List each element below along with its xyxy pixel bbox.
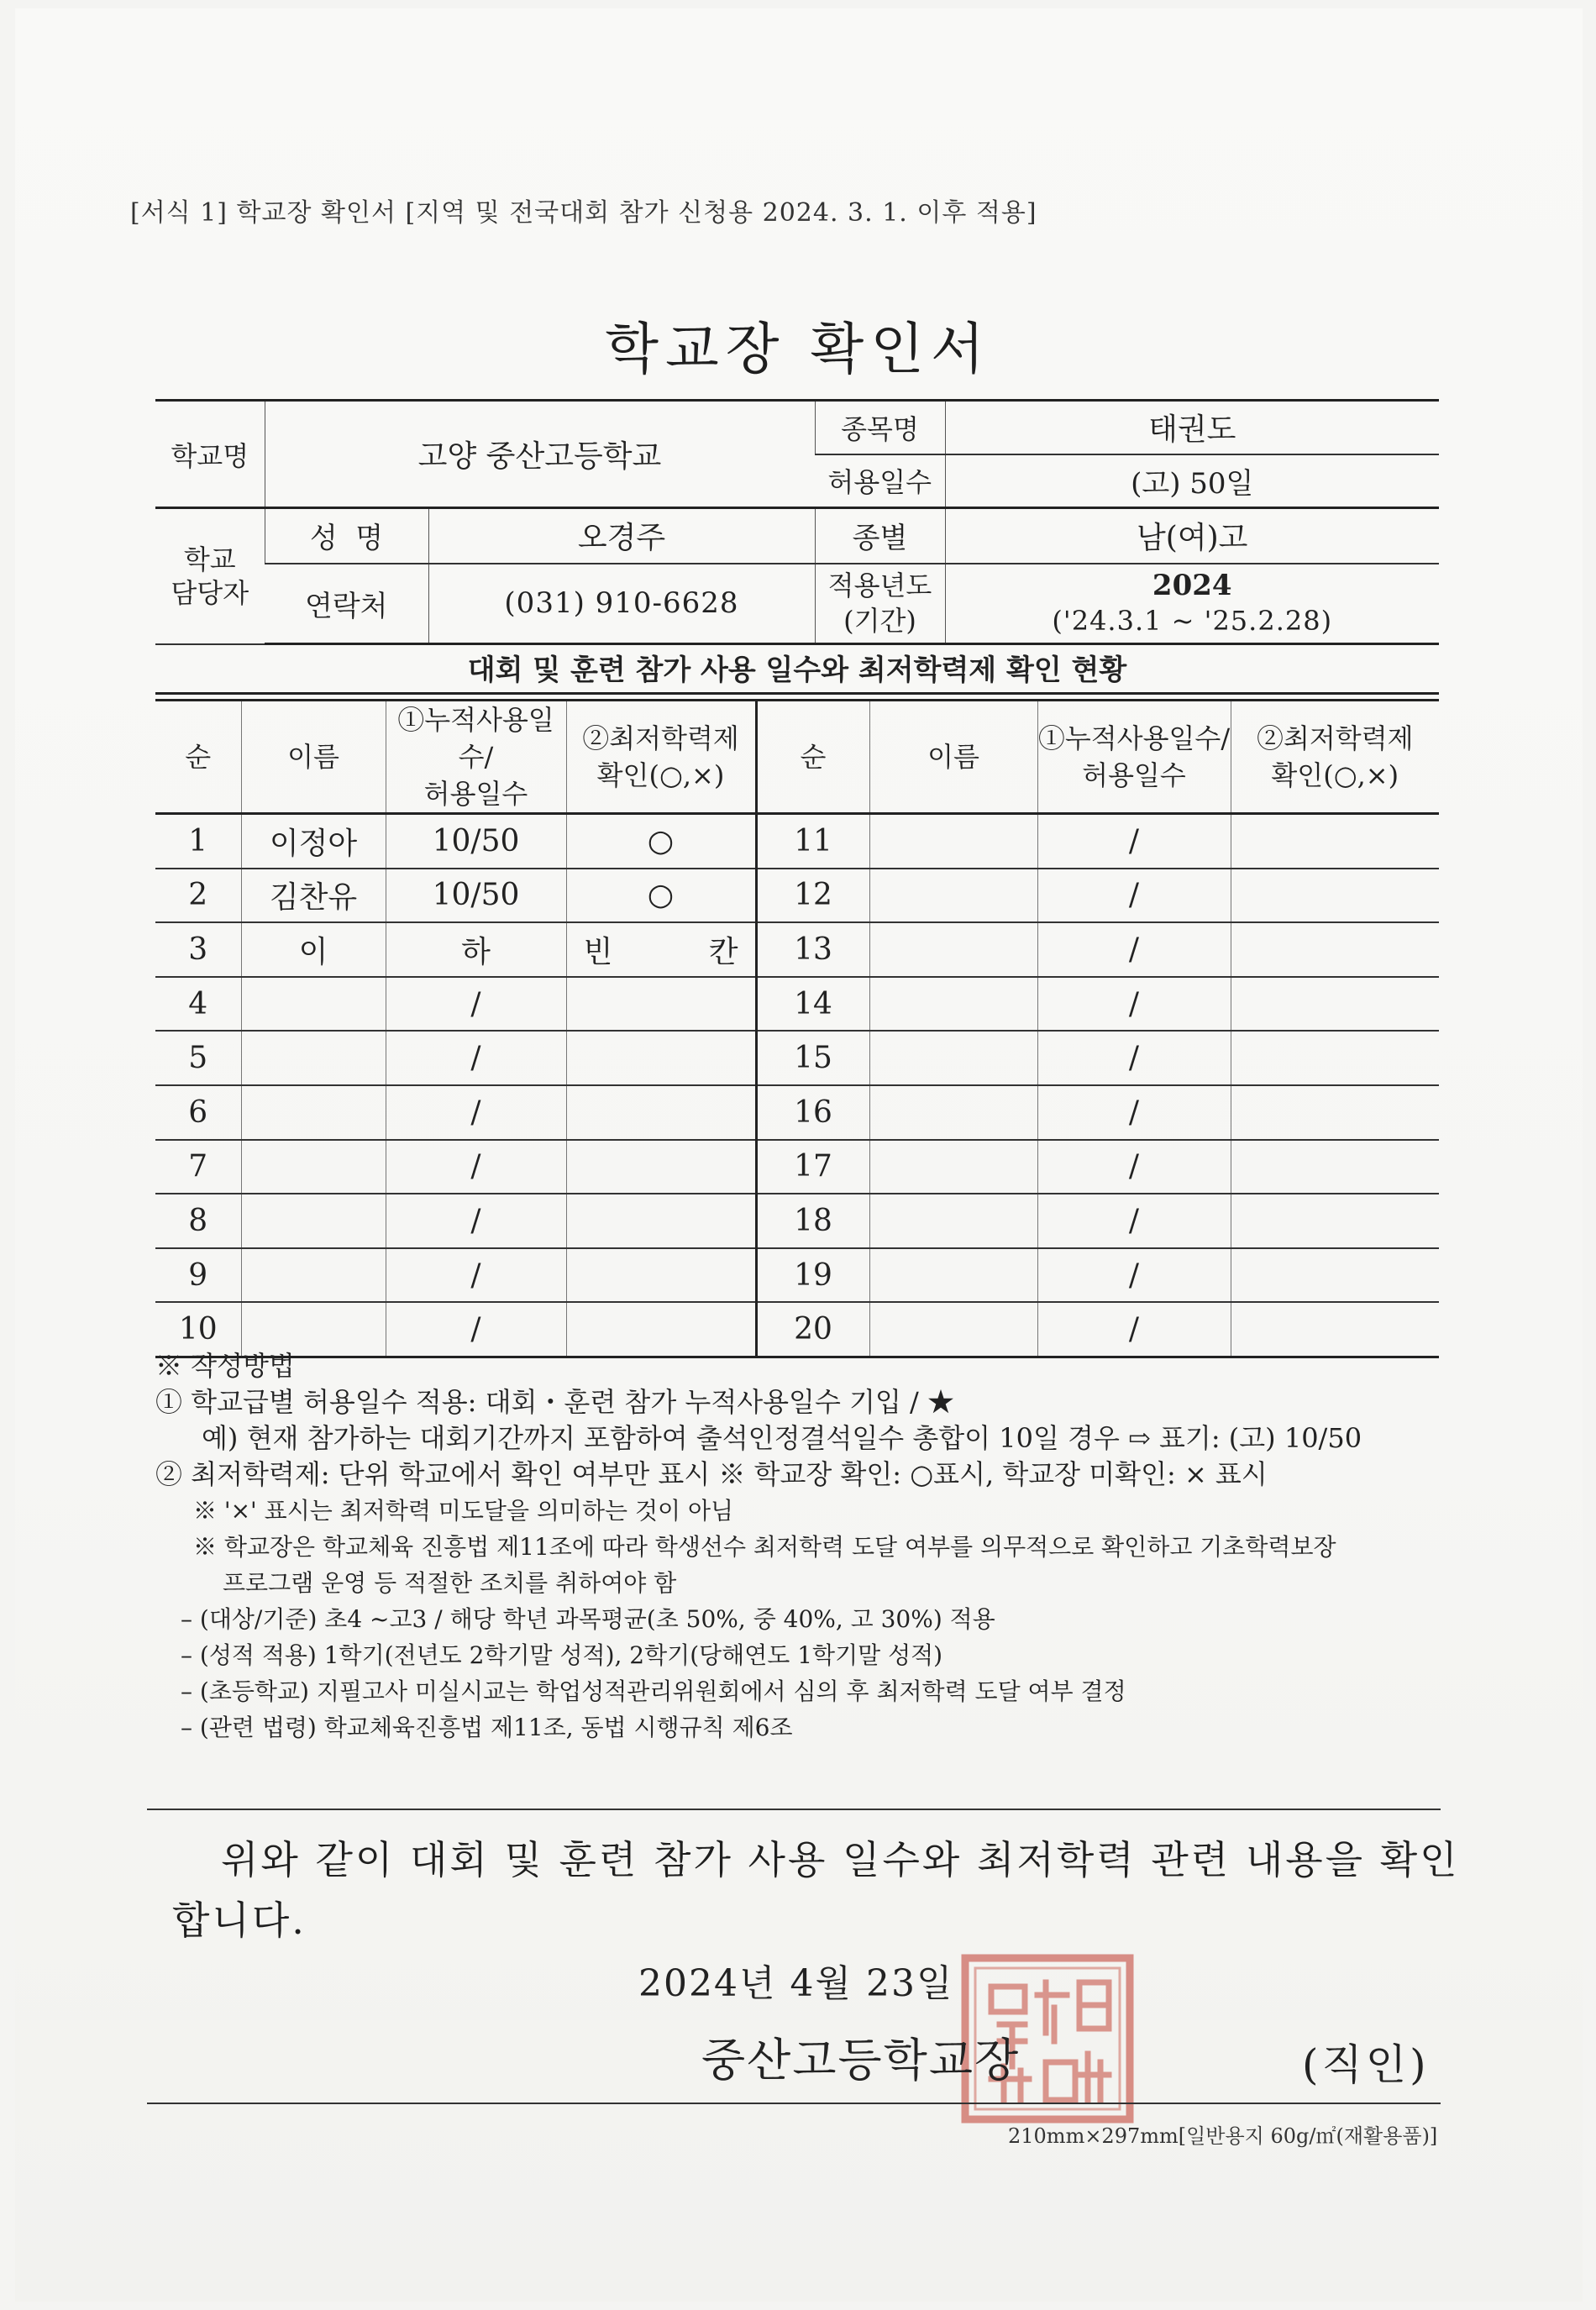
cell-right-check — [1231, 1248, 1439, 1303]
cell-left-name — [241, 1194, 386, 1248]
note-1: ① 학교급별 허용일수 적용: 대회・훈련 참가 누적사용일수 기입 / ★ — [155, 1386, 954, 1418]
cell-right-days: / — [1037, 1302, 1231, 1357]
cell-right-days: / — [1037, 1031, 1231, 1085]
confirmation-line-1: 위와 같이 대회 및 훈련 참가 사용 일수와 최저학력 관련 내용을 확인 — [221, 1837, 1460, 1882]
divider-line — [147, 1809, 1441, 1810]
cell-right-no: 14 — [756, 977, 869, 1032]
cell-right-no: 16 — [756, 1085, 869, 1140]
cell-left-check: ○ — [566, 814, 756, 869]
cell-right-check — [1231, 1031, 1439, 1085]
contact-label: 연락처 — [265, 564, 428, 644]
header-no: 순 — [155, 701, 241, 814]
cell-left-days: 10/50 — [386, 869, 566, 923]
cell-left-days: 하 — [386, 922, 566, 977]
cell-left-days: / — [386, 977, 566, 1032]
cell-right-days: / — [1037, 977, 1231, 1032]
cell-left-days: / — [386, 1031, 566, 1085]
cell-left-check — [566, 977, 756, 1032]
table-row — [155, 1194, 1439, 1248]
confirmation-line-2: 합니다. — [172, 1898, 307, 1943]
table-row — [155, 814, 1439, 869]
school-name-label: 학교명 — [155, 401, 265, 508]
seal-label: (직인) — [1302, 2040, 1430, 2089]
cell-left-days: 10/50 — [386, 814, 566, 869]
section-title: 대회 및 훈련 참가 사용 일수와 최저학력제 확인 현황 — [155, 648, 1439, 695]
cell-left-name — [241, 977, 386, 1032]
notes-heading: ※ 작성방법 — [155, 1350, 295, 1382]
header-check: ②최저학력제 확인(○,×) — [566, 701, 756, 814]
note-dash-4: – (관련 법령) 학교체육진흥법 제11조, 동법 시행규칙 제6조 — [181, 1714, 793, 1741]
cell-left-days: / — [386, 1085, 566, 1140]
note-2-b: ※ 학교장은 학교체육 진흥법 제11조에 따라 학생선수 최저학력 도달 여부를 의무적으로 확인하고 기초학력보장 — [193, 1533, 1336, 1561]
cell-left-name: 김찬유 — [241, 869, 386, 923]
header-no-right: 순 — [756, 701, 869, 814]
contact-value: (031) 910-6628 — [428, 564, 815, 644]
cell-right-check — [1231, 1140, 1439, 1194]
school-info-table — [155, 399, 1439, 645]
cell-right-no: 12 — [756, 869, 869, 923]
year-cell — [945, 564, 1439, 644]
cell-left-check — [566, 1248, 756, 1303]
cell-left-name — [241, 1140, 386, 1194]
note-2-b-cont: 프로그램 운영 등 적절한 조치를 취하여야 함 — [223, 1569, 677, 1597]
cell-right-check — [1231, 1194, 1439, 1248]
cell-right-name — [869, 814, 1037, 869]
table-row — [155, 922, 1439, 977]
cell-right-days: / — [1037, 1248, 1231, 1303]
header-check-right: ②최저학력제 확인(○,×) — [1231, 701, 1439, 814]
cell-left-no: 3 — [155, 922, 241, 977]
cell-left-name — [241, 1085, 386, 1140]
cell-right-name — [869, 869, 1037, 923]
cell-right-no: 11 — [756, 814, 869, 869]
gender-label: 종별 — [815, 508, 945, 564]
cell-right-no: 19 — [756, 1248, 869, 1303]
cell-right-no: 17 — [756, 1140, 869, 1194]
cell-right-no: 15 — [756, 1031, 869, 1085]
cell-left-no: 2 — [155, 869, 241, 923]
cell-left-no: 10 — [155, 1302, 241, 1357]
cell-right-name — [869, 1194, 1037, 1248]
note-dash-3: – (초등학교) 지필고사 미실시교는 학업성적관리위원회에서 심의 후 최저학력 도달 여부 결정 — [181, 1677, 1126, 1705]
note-dash-1: – (대상/기준) 초4 ~고3 / 해당 학년 과목평균(초 50%, 중 40%, 고 30%) 적용 — [181, 1605, 995, 1633]
cell-left-check: ○ — [566, 869, 756, 923]
manager-label: 학교 담당자 — [155, 508, 265, 644]
cell-left-no: 6 — [155, 1085, 241, 1140]
participation-table — [155, 699, 1439, 1358]
cell-left-no: 1 — [155, 814, 241, 869]
cell-right-days: / — [1037, 922, 1231, 977]
bottom-divider-line — [147, 2103, 1441, 2104]
cell-left-check — [566, 1085, 756, 1140]
sport-value: 태권도 — [945, 401, 1439, 454]
cell-right-days: / — [1037, 814, 1231, 869]
manager-name-value: 오경주 — [428, 508, 815, 564]
cell-right-check — [1231, 814, 1439, 869]
cell-right-name — [869, 1031, 1037, 1085]
cell-right-no: 13 — [756, 922, 869, 977]
cell-right-name — [869, 1140, 1037, 1194]
cell-right-no: 18 — [756, 1194, 869, 1248]
header-days: ①누적사용일수/ 허용일수 — [386, 701, 566, 814]
note-dash-2: – (성적 적용) 1학기(전년도 2학기말 성적), 2학기(당해연도 1학기말 성적) — [181, 1641, 943, 1669]
year-value: 2024 — [1152, 569, 1232, 603]
cell-left-no: 7 — [155, 1140, 241, 1194]
issue-date: 2024년 4월 23일 — [638, 1962, 954, 2005]
cell-right-days: / — [1037, 869, 1231, 923]
table-row — [155, 869, 1439, 923]
cell-left-name — [241, 1248, 386, 1303]
cell-left-no: 8 — [155, 1194, 241, 1248]
school-name-value: 고양 중산고등학교 — [265, 401, 815, 508]
cell-right-days: / — [1037, 1085, 1231, 1140]
gender-value: 남(여)고 — [945, 508, 1439, 564]
page-title: 학교장 확인서 — [605, 317, 991, 381]
header-name: 이름 — [241, 701, 386, 814]
header-days-right: ①누적사용일수/ 허용일수 — [1037, 701, 1231, 814]
cell-left-check — [566, 1194, 756, 1248]
note-1-example: 예) 현재 참가하는 대회기간까지 포함하여 출석인정결석일수 총합이 10일 경우 ⇨ 표기: (고) 10/50 — [202, 1422, 1362, 1454]
allowed-days-label: 허용일수 — [815, 454, 945, 508]
cell-left-days: / — [386, 1248, 566, 1303]
allowed-days-value: (고) 50일 — [945, 454, 1439, 508]
form-header: [서식 1] 학교장 확인서 [지역 및 전국대회 참가 신청용 2024. 3. 1. 이후 적용] — [130, 198, 1037, 228]
writing-instructions — [155, 1348, 1466, 1746]
cell-left-check — [566, 1031, 756, 1085]
cell-right-name — [869, 922, 1037, 977]
cell-left-no: 5 — [155, 1031, 241, 1085]
cell-right-no: 20 — [756, 1302, 869, 1357]
period-value: ('24.3.1 ~ '25.2.28) — [1052, 605, 1333, 638]
cell-left-days: / — [386, 1194, 566, 1248]
cell-right-check — [1231, 922, 1439, 977]
cell-right-name — [869, 1085, 1037, 1140]
principal-name: 중산고등학교장 — [701, 2034, 1021, 2087]
table-row — [155, 977, 1439, 1032]
cell-left-days: / — [386, 1302, 566, 1357]
note-2: ② 최저학력제: 단위 학교에서 확인 여부만 표시 ※ 학교장 확인: ○표시, 학교장 미확인: × 표시 — [155, 1458, 1268, 1490]
cell-left-name: 이 — [241, 922, 386, 977]
cell-right-check — [1231, 869, 1439, 923]
cell-left-name — [241, 1031, 386, 1085]
confirmation-statement — [172, 1830, 1460, 1950]
cell-left-check — [566, 1140, 756, 1194]
cell-right-days: / — [1037, 1194, 1231, 1248]
table-row — [155, 1140, 1439, 1194]
cell-right-name — [869, 977, 1037, 1032]
cell-left-days: / — [386, 1140, 566, 1194]
table-row — [155, 1031, 1439, 1085]
note-2-a: ※ '×' 표시는 최저학력 미도달을 의미하는 것이 아님 — [193, 1497, 734, 1525]
cell-right-check — [1231, 977, 1439, 1032]
cell-left-no: 9 — [155, 1248, 241, 1303]
cell-left-name: 이정아 — [241, 814, 386, 869]
sport-label: 종목명 — [815, 401, 945, 454]
cell-right-check — [1231, 1085, 1439, 1140]
cell-left-check: 빈 칸 — [566, 922, 756, 977]
manager-name-label: 성 명 — [265, 508, 428, 564]
cell-right-days: / — [1037, 1140, 1231, 1194]
table-row — [155, 1085, 1439, 1140]
table-row — [155, 1248, 1439, 1303]
paper-specification: 210mm×297mm[일반용지 60g/㎡(재활용품)] — [1008, 2124, 1438, 2148]
cell-right-name — [869, 1248, 1037, 1303]
cell-left-no: 4 — [155, 977, 241, 1032]
header-name-right: 이름 — [869, 701, 1037, 814]
year-label: 적용년도 (기간) — [815, 564, 945, 644]
